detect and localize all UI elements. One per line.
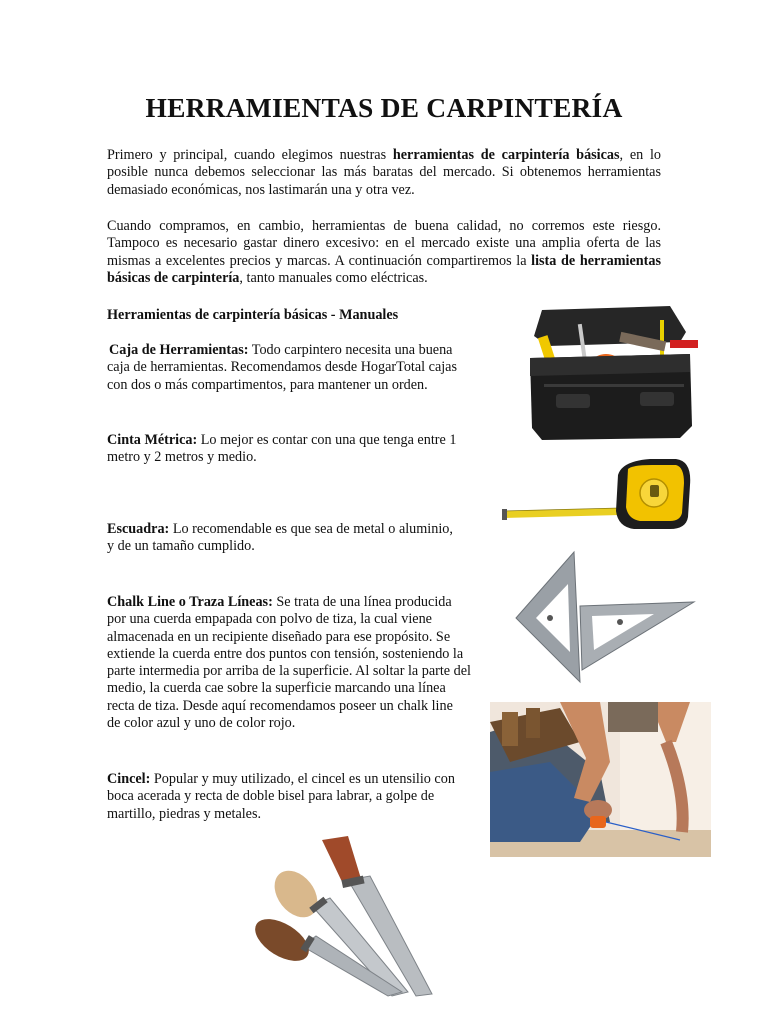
tool-line: por una cuerda empapada con polvo de tiza, la cual viene [107, 611, 432, 628]
intro-1-text: Primero y principal, cuando elegimos nuestras [107, 147, 393, 163]
tool-name: Caja de Herramientas: [109, 342, 249, 358]
tool-line: con dos o más compartimentos, para mantener un orden. [107, 376, 428, 393]
tool-tape-measure [107, 432, 456, 467]
tool-square [107, 521, 453, 556]
tool-chisel [107, 771, 455, 823]
tool-line: martillo, piedras y metales. [107, 805, 262, 822]
intro-2-text: Cuando compramos, en cambio, herramientas de buena calidad, no corremos este riesgo. Tampoco es necesario gastar dinero excesivo: en el mercado existe una amplia oferta de las mismas a excelentes precios y marcas. A continuación compartiremos la [107, 218, 661, 269]
intro-2-text-after: , tanto manuales como eléctricas. [239, 269, 428, 286]
chalk-line-worker-illustration [490, 702, 711, 857]
toolbox-illustration [520, 300, 705, 445]
intro-paragraph-1 [107, 147, 661, 199]
tool-line: recta de tiza. Desde aquí recomendamos poseer un chalk line [107, 697, 453, 714]
chisels-illustration [252, 836, 452, 998]
tool-line: Lo recomendable es que sea de metal o aluminio, [172, 521, 453, 537]
tool-chalk-line [107, 594, 471, 732]
tool-line: metro y 2 metros y medio. [107, 449, 257, 466]
tool-line: Lo mejor es contar con una que tenga entre 1 [200, 432, 457, 448]
intro-paragraph-2 [107, 218, 661, 287]
tool-name: Chalk Line o Traza Líneas: [107, 594, 273, 610]
tool-line: y de un tamaño cumplido. [107, 538, 255, 555]
tool-name: Cinta Métrica: [107, 432, 198, 448]
tool-toolbox [109, 342, 457, 394]
tool-line: caja de herramientas. Recomendamos desde HogarTotal cajas [107, 359, 457, 376]
tool-line: Se trata de una línea producida [276, 594, 452, 610]
carpenter-square-illustration [508, 548, 698, 686]
tool-line: almacenada en un recipiente diseñado para ese propósito. Se [107, 628, 451, 645]
intro-1-text-after: , en lo posible nunca debemos seleccionar las más baratas del mercado. Si obtenemos herramientas demasiado económicas, nos lastimarán una y otra vez. [107, 147, 661, 198]
page-title: HERRAMIENTAS DE CARPINTERÍA [145, 92, 623, 123]
tool-name: Cincel: [107, 771, 151, 787]
tool-name: Escuadra: [107, 521, 170, 537]
tool-line: Todo carpintero necesita una buena [251, 342, 453, 358]
tape-measure-illustration [500, 455, 695, 533]
tool-line: extiende la cuerda entre dos puntos con tensión, sosteniendo la [107, 645, 464, 662]
intro-2-bold: lista de herramientas básicas de carpintería [107, 252, 661, 286]
tool-line: parte intermedia por arriba de la superficie. Al soltar la parte del [107, 663, 471, 680]
tool-line: medio, la cuerda cae sobre la superficie marcando una línea [107, 680, 446, 697]
tool-line: Popular y muy utilizado, el cincel es un utensilio con [153, 771, 455, 787]
intro-1-bold: herramientas de carpintería básicas [392, 147, 620, 163]
section-heading: Herramientas de carpintería básicas - Manuales [107, 307, 399, 323]
tool-line: boca acerada y recta de doble bisel para labrar, a golpe de [107, 788, 435, 805]
tool-line: de color azul y uno de color rojo. [107, 715, 296, 732]
